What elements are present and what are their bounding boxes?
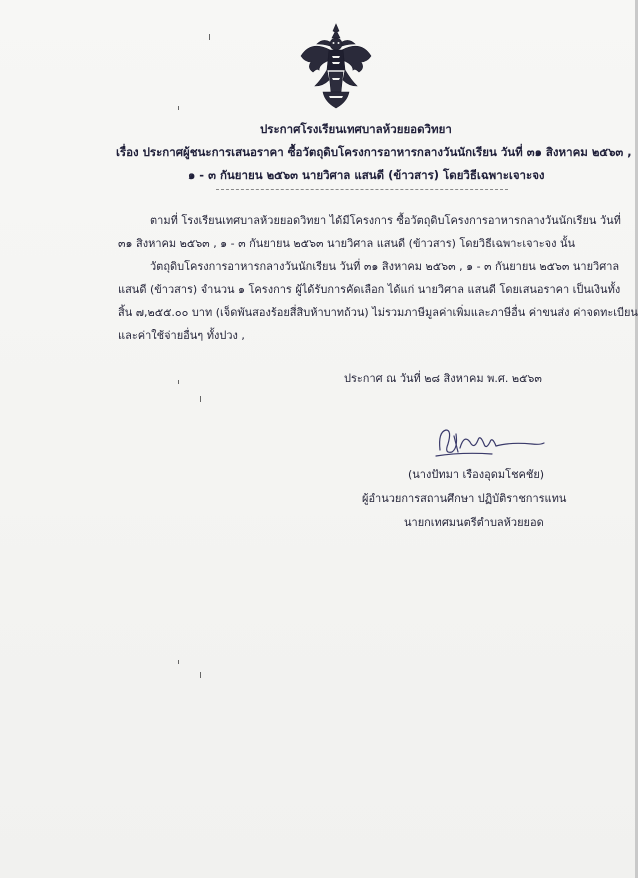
header-divider — [216, 189, 508, 190]
scan-mark — [200, 672, 201, 678]
body-line: วัตถุดิบโครงการอาหารกลางวันนักเรียน วันที่ ๓๑ สิงหาคม ๒๕๖๓ , ๑ - ๓ กันยายน ๒๕๖๓ นายวิศาล — [150, 260, 620, 273]
announce-date: ประกาศ ณ วันที่ ๒๘ สิงหาคม พ.ศ. ๒๕๖๓ — [344, 372, 542, 385]
body-line: ตามที่ โรงเรียนเทศบาลห้วยยอดวิทยา ได้มีโครงการ ซื้อวัตถุดิบโครงการอาหารกลางวันนักเรียน วันที่ — [150, 214, 621, 227]
body-line: และค่าใช้จ่ายอื่นๆ ทั้งปวง , — [118, 329, 245, 342]
garuda-emblem-icon — [297, 22, 375, 112]
scan-mark — [178, 380, 179, 384]
scan-mark — [178, 106, 179, 110]
body-line: ๓๑ สิงหาคม ๒๕๖๓ , ๑ - ๓ กันยายน ๒๕๖๓ นายวิศาล แสนดี (ข้าวสาร) โดยวิธีเฉพาะเจาะจง นั้น — [118, 237, 576, 250]
scan-mark — [209, 34, 210, 40]
body-line: สิ้น ๗,๒๕๕.๐๐ บาท (เจ็ดพันสองร้อยสี่สิบห้าบาทถ้วน) ไม่รวมภาษีมูลค่าเพิ่มและภาษีอื่น ค่าขนส่ง ค่าจดทะเบียน — [118, 306, 638, 319]
subject-line-2: ๑ - ๓ กันยายน ๒๕๖๓ นายวิศาล แสนดี (ข้าวสาร) โดยวิธีเฉพาะเจาะจง — [188, 168, 545, 182]
body-line: แสนดี (ข้าวสาร) จำนวน ๑ โครงการ ผู้ได้รับการคัดเลือก ได้แก่ นายวิศาล แสนดี โดยเสนอราคา เป็นเงินทั้ง — [118, 283, 621, 296]
subject-line-1: เรื่อง ประกาศผู้ชนะการเสนอราคา ซื้อวัตถุดิบโครงการอาหารกลางวันนักเรียน วันที่ ๓๑ สิงหาคม ๒๕๖๓ , — [116, 145, 632, 159]
signature-icon — [432, 422, 547, 462]
scan-mark — [178, 660, 179, 664]
signatory-position-2: นายกเทศมนตรีตำบลห้วยยอด — [404, 516, 544, 529]
signatory-name: (นางปัทมา เรืองอุดมโชคชัย) — [408, 468, 545, 481]
scan-mark — [200, 396, 201, 402]
signatory-position-1: ผู้อำนวยการสถานศึกษา ปฏิบัติราชการแทน — [362, 492, 567, 505]
document-title: ประกาศโรงเรียนเทศบาลห้วยยอดวิทยา — [260, 122, 452, 136]
